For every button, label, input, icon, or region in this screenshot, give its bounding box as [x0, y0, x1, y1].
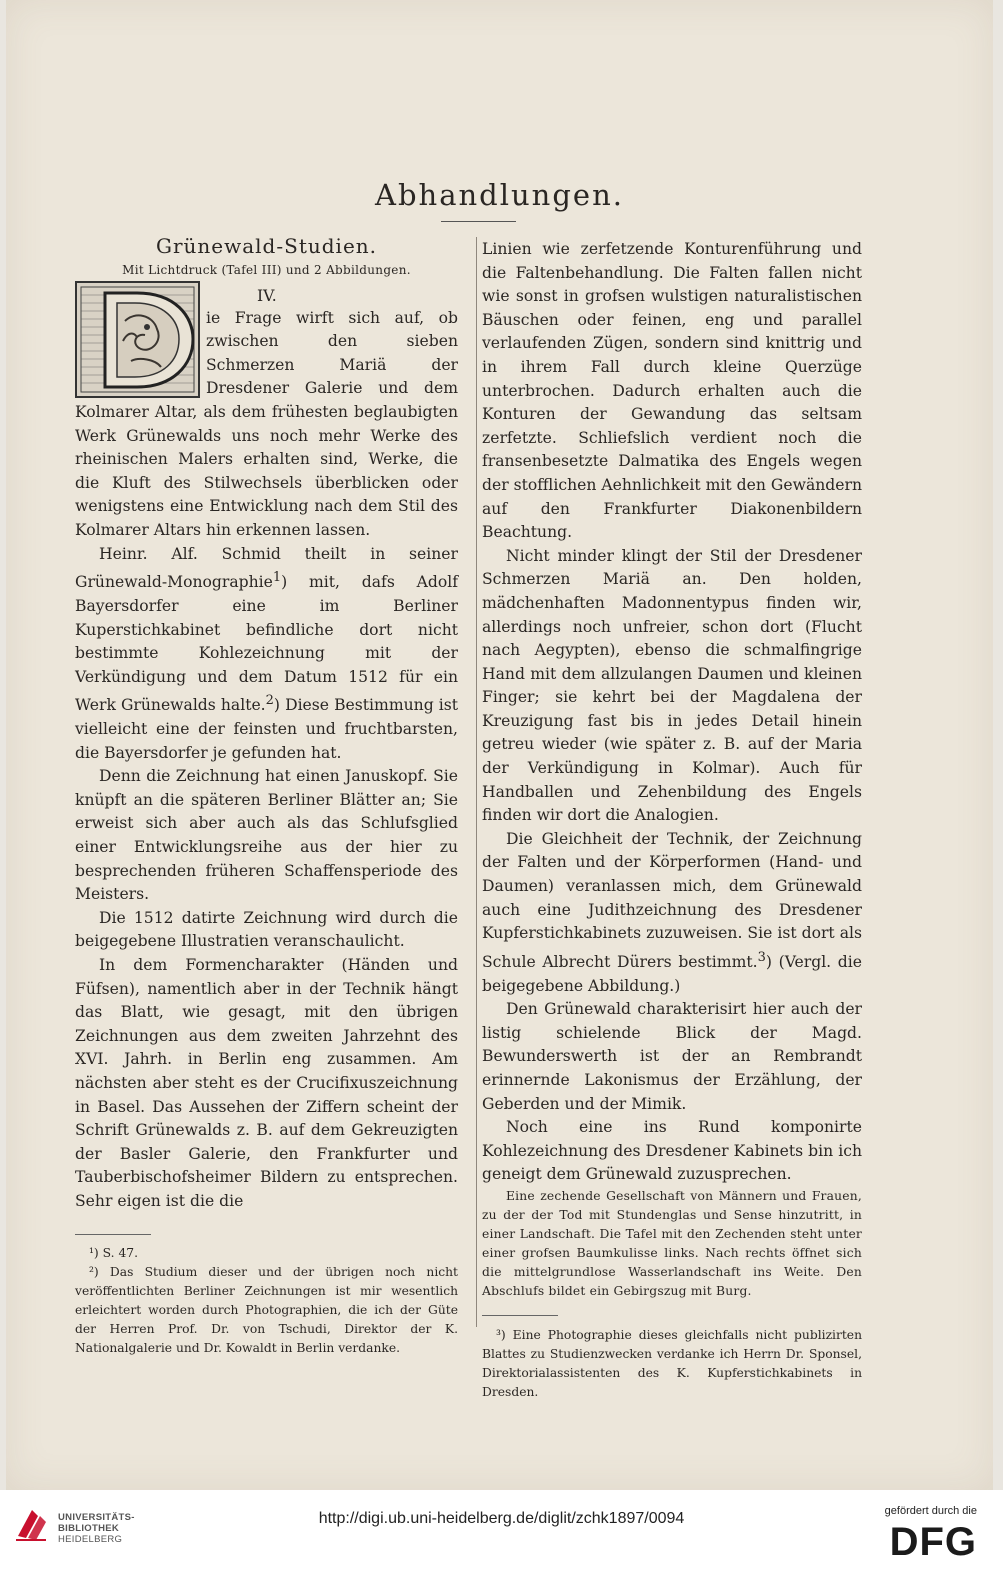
body-paragraph	[482, 828, 862, 998]
section-heading: Abhandlungen.	[375, 178, 624, 212]
body-paragraph: Noch eine ins Rund komponirte Kohlezeichnung des Dresdener Kabinets bin ich geneigt dem Grünewald zuzusprechen.	[482, 1118, 862, 1184]
body-paragraph: Denn die Zeichnung hat einen Januskopf. Sie knüpft an die späteren Berliner Blätter an; Sie erweist sich aber auch als das Schlufsglied einer Entwicklungsreihe aus der hier zu besprechenden früheren Schaffensperiode des Meisters.	[75, 767, 458, 904]
body-paragraph: Linien wie zerfetzende Konturenführung und die Faltenbehandlung. Die Falten fallen nicht wie sonst in grofsen wulstigen naturalistischen Bäuschen oder feinen, eng und parallel verlaufenden Zügen, sondern sind knittrig und in ihrem Fall durch kleine Querzüge unterbrochen. Dadurch erhalten auch die Konturen der Gewandung das seltsam zerfetzte. Schliefslich verdient noch die fransenbesetzte Dalmatika des Engels wegen der stofflichen Aehnlichkeit mit den Gewändern auf den Frankfurter Diakonenbildern Beachtung.	[482, 240, 862, 542]
funding-caption: gefördert durch die	[884, 1505, 977, 1517]
footnote: ³) Eine Photographie dieses gleichfalls nicht publizirten Blattes zu Studienzwecken verdanke ich Herrn Dr. Sponsel, Direktorialassistenten des K. Kupferstichkabinets in Dresden.	[482, 1327, 862, 1399]
body-text: ) Diese Bestimmung ist vielleicht eine der feinsten und fruchtbarsten, die Bayersdorfer je gefunden hat.	[75, 696, 458, 762]
body-text: ) (Vergl. die beigegebene Abbildung.)	[482, 953, 862, 995]
footnote: ¹) S. 47.	[89, 1245, 138, 1260]
description-paragraph: Eine zechende Gesellschaft von Männern und Frauen, zu der der Tod mit Stundenglas und Sense hinzutritt, in einer Landschaft. Die Tafel mit den Zechenden steht unter einer grofsen Baumkulisse links. Nach rechts öffnet sich die mittelgrundlose Wasserlandschaft ins Weite. Den Abschlufs bildet ein Gebirgszug mit Burg.	[482, 1188, 862, 1298]
body-text: Heinr. Alf. Schmid theilt in seiner Grünewald-Monographie	[75, 544, 458, 592]
body-paragraph: Den Grünewald charakterisirt hier auch der listig schielende Blick der Magd. Bewunderswerth ist der an Rembrandt erinnernde Lakonismus der Erzählung, der Geberden und der Mimik.	[482, 1000, 862, 1113]
body-paragraph: Nicht minder klingt der Stil der Dresdener Schmerzen Mariä an. Den holden, mädchenhaften Madonnentypus finden wir, allerdings noch unfreier, schon dort (Flucht nach Aegypten), ebenso die schmalfingrige Hand mit dem allzulangen Daumen und kleinen Finger; sie kehrt bei der Magdalena der Kreuzigung fast bis in jedes Detail hinein getreu wieder (wie später z. B. auf der Maria der Verkündigung in Kolmar). Auch für Handballen und Zehenbildung des Engels finden wir dort die Analogien.	[482, 546, 862, 825]
body-paragraph	[75, 543, 458, 766]
column-divider	[476, 237, 477, 1327]
left-column	[75, 235, 458, 1358]
article-title: Grünewald-Studien.	[155, 234, 378, 258]
article-subtitle: Mit Lichtdruck (Tafel III) und 2 Abbildungen.	[122, 262, 411, 277]
library-line: UNIVERSITÄTS-	[58, 1512, 135, 1523]
footnote-rule	[75, 1234, 151, 1235]
footnote: ²) Das Studium dieser und der übrigen noch nicht veröffentlichten Berliner Zeichnungen ist mir wesentlich erleichtert worden durch Photographien, die ich der Güte der Herren Prof. Dr. von Tschudi, Direktor der K. Nationalgalerie und Dr. Kowaldt in Berlin verdanke.	[75, 1264, 458, 1355]
body-text: Die Gleichheit der Technik, der Zeichnung der Falten und der Körperformen (Hand- und Daumen) veranlassen mich, dem Grünewald auch eine Judithzeichnung des Dresdener Kupferstichkabinets zuzuweisen. Sie ist dort als Schule Albrecht Dürers bestimmt.	[482, 829, 862, 971]
body-text: ) mit, dafs Adolf Bayersdorfer eine im Berliner Kuperstichkabinet befindliche dort nicht bestimmte Kohlezeichnung mit der Verkündigung und dem Datum 1512 für ein Werk Grünewalds halte.	[75, 573, 458, 715]
dfg-logo: DFG	[889, 1520, 977, 1564]
body-paragraph: ie Frage wirft sich auf, ob zwischen den sieben Schmerzen Mariä der Dresdener Galerie und dem Kolmarer Altar, als dem frühesten beglaubigten Werk Grünewalds uns noch mehr Werke des rheinischen Malers erhalten sind, Werke, die die Kluft des Stilwechsels überblicken oder wenigstens eine Entwicklung nach dem Stil des Kolmarer Altars hin erkennen lassen.	[75, 308, 458, 539]
body-paragraph: Die 1512 datirte Zeichnung wird durch die beigegebene Illustratien veranschaulicht.	[75, 908, 458, 951]
footnote-rule	[482, 1315, 558, 1316]
body-paragraph: In dem Formencharakter (Händen und Füfsen), namentlich aber in der Technik hängt das Blatt, wie gesagt, mit den übrigen Zeichnungen aus dem zweiten Jahrzehnt des XVI. Jahrh. in Berlin eng zusammen. Am nächsten aber steht es der Crucifixuszeichnung in Basel. Das Aussehen der Ziffern scheint der Schrift Grünewalds z. B. auf dem Gekreuzigten der Basler Galerie, den Frankfurter und Tauberbischofsheimer Bildern zu entsprechen. Sehr eigen ist die die	[75, 956, 458, 1210]
footnote-ref: 3	[757, 949, 766, 965]
library-line: HEIDELBERG	[58, 1534, 123, 1545]
part-number: IV.	[257, 286, 277, 305]
right-column	[482, 238, 862, 1402]
heading-rule	[441, 221, 516, 222]
library-line: BIBLIOTHEK	[58, 1523, 120, 1534]
ornamental-initial-d-icon	[75, 281, 200, 398]
footnote-ref: 2	[265, 693, 274, 709]
footnote-ref: 1	[272, 570, 282, 586]
permalink-url[interactable]: http://digi.ub.uni-heidelberg.de/diglit/zchk1897/0094	[318, 1510, 685, 1527]
viewer-footer	[0, 1490, 1003, 1588]
